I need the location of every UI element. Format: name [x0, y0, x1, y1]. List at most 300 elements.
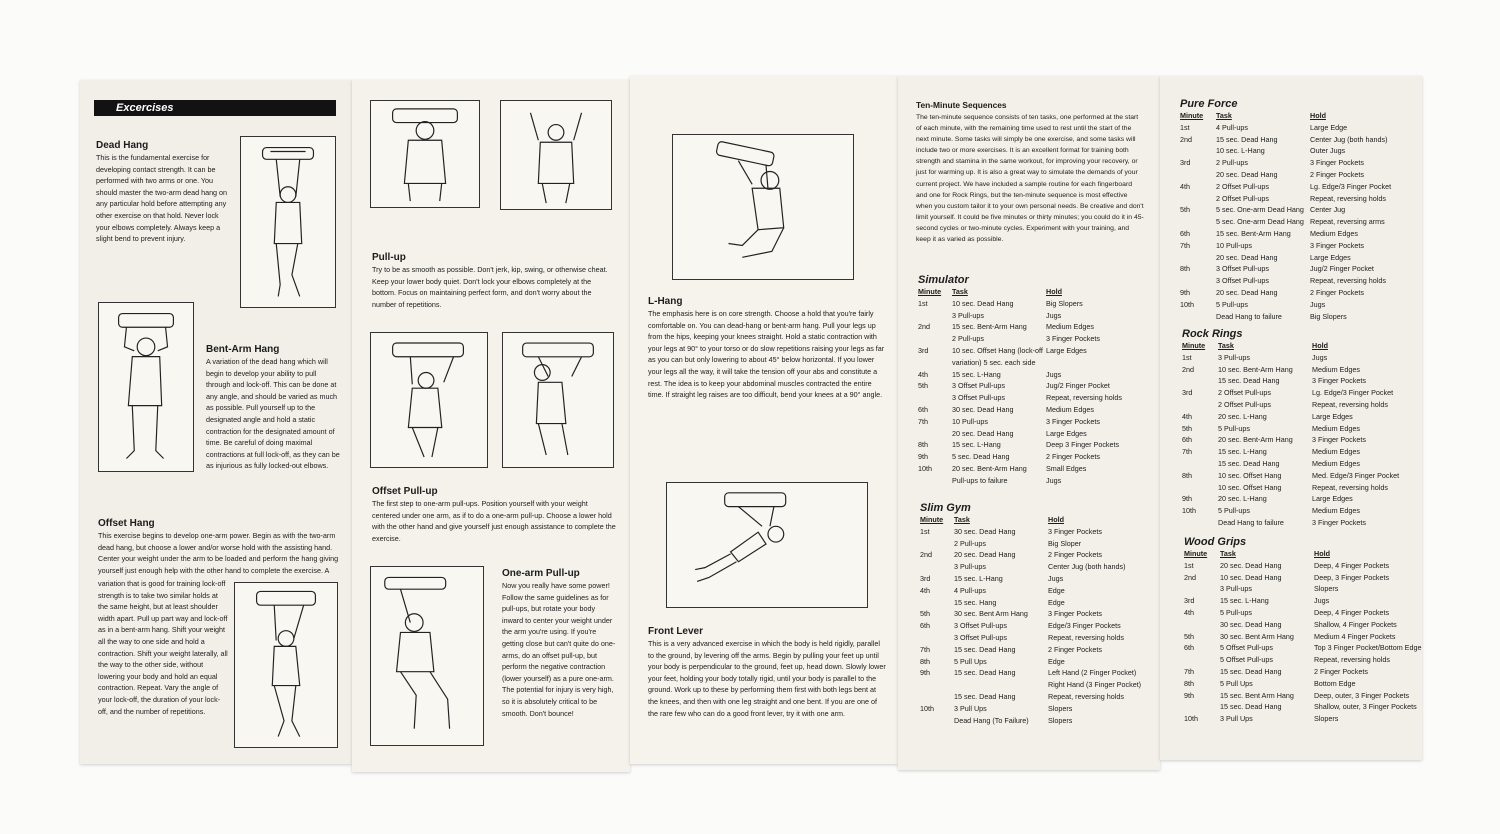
minute-cell: [918, 357, 952, 369]
hold-cell: Edge/3 Finger Pockets: [1048, 621, 1121, 631]
one-arm-pull-up-title: One-arm Pull-up: [502, 568, 580, 579]
table-row: [918, 463, 1122, 475]
minute-cell: 7th: [1182, 447, 1192, 457]
hold-cell: 3 Finger Pockets: [1310, 158, 1364, 168]
front-lever-illustration: [666, 482, 868, 608]
task-cell: 3 Pull-ups: [1220, 584, 1252, 594]
col-hold: Hold: [1312, 341, 1328, 350]
table-row: [1180, 228, 1391, 240]
hold-cell: Edge: [1048, 656, 1065, 666]
hold-cell: Deep, 4 Finger Pockets: [1314, 560, 1390, 570]
table-row: [918, 369, 1122, 381]
minute-cell: 4th: [1182, 411, 1192, 421]
hold-cell: Lg. Edge/3 Finger Pocket: [1310, 181, 1392, 191]
minute-cell: [1180, 193, 1216, 205]
minute-cell: 7th: [920, 644, 930, 654]
table-row: [1182, 423, 1399, 435]
hold-cell: Lg. Edge/3 Finger Pocket: [1312, 388, 1394, 398]
l-hang-text: The emphasis here is on core strength. Choose a hold that you're fairly comfortable on. You can dead-hang or bent-arm hang. Pull your legs up from the hips, keeping your knees straight. Hold a static contraction with your legs at 90° to your torso or do slow repetitions raising your legs as far as you can but only lowering to about 45° below horizontal. If you lower your legs all the way, it will take the tension off your abs and constitute a rest. The idea is to keep your abdominal muscles contracted the entire time. If straight leg raises are too difficult, bend your knees at a 90° angle.: [648, 309, 885, 400]
table-row: [1184, 595, 1421, 607]
table-row: [1180, 216, 1391, 228]
table-row: [1184, 572, 1421, 584]
hold-cell: Large Edges: [1046, 345, 1087, 355]
task-cell: 3 Pull-ups: [954, 562, 986, 572]
pull-up-title: Pull-up: [372, 252, 406, 263]
table-row: [920, 573, 1141, 585]
table-row: [918, 416, 1122, 428]
task-cell: 5 sec. One-arm Dead Hang: [1216, 217, 1304, 227]
table-row: [1184, 666, 1421, 678]
minute-cell: 8th: [918, 440, 928, 450]
minute-cell: 10th: [918, 463, 932, 473]
table-row: [1182, 364, 1399, 376]
hold-cell: Jugs: [1310, 299, 1326, 309]
minute-cell: 9th: [1182, 494, 1192, 504]
table-row: [918, 439, 1122, 451]
task-cell: 5 Pull Ups: [1220, 678, 1253, 688]
bent-arm-hang-text: A variation of the dead hang which will begin to develop your ability to pull through and lock-off. This can be done at any angle, and should be varied as much as possible. Pull yourself up to the designated angle and hold a static contraction for the designated amount of time. Be careful of doing maximal contractions at full lock-off, as they can be as injurious as fully locked-out elbows.: [206, 357, 340, 471]
minute-cell: 5th: [1182, 423, 1192, 433]
task-cell: 20 sec. Bent-Arm Hang: [1218, 435, 1293, 445]
minute-cell: [1184, 701, 1220, 713]
l-hang-illustration: [672, 134, 854, 280]
minute-cell: 1st: [1184, 560, 1194, 570]
table-row: [1180, 169, 1391, 181]
offset-hang-text-continued: variation that is good for training lock-off strength is to take two similar holds at the same height, but at least shoulder width apart. Pull up part way and lock-off as in a bent-arm hang. Shift your weight all the way to one side and hold a contraction. Shift your weight laterally, all the way to the other side, without lowering your body and hold an equal contraction. Repeat. Vary the angle of your lock-off, the duration of your lock-off, and the number of repetitions.: [98, 579, 228, 716]
minute-cell: 10th: [920, 703, 934, 713]
minute-cell: [1180, 311, 1216, 323]
minute-cell: 6th: [920, 621, 930, 631]
table-row: [918, 333, 1122, 345]
task-cell: Pull-ups to failure: [952, 475, 1008, 485]
task-cell: 20 sec. Dead Hang: [1220, 560, 1282, 570]
l-hang-title: L-Hang: [648, 296, 683, 307]
table-row: [1182, 446, 1399, 458]
task-cell: Dead Hang (To Failure): [954, 715, 1029, 725]
task-cell: 15 sec. Dead Hang: [1216, 134, 1278, 144]
hold-cell: 3 Finger Pockets: [1312, 376, 1366, 386]
task-cell: 15 sec. Dead Hang: [1220, 666, 1282, 676]
table-row: [1184, 607, 1421, 619]
table-row: [1180, 275, 1391, 287]
minute-cell: 2nd: [1184, 572, 1196, 582]
minute-cell: 8th: [1182, 470, 1192, 480]
task-cell: 5 Offset Pull-ups: [1220, 643, 1274, 653]
offset-hang-illustration: [234, 582, 338, 748]
simulator-table: [918, 286, 1122, 487]
table-row: [1184, 701, 1421, 713]
table-row: [920, 549, 1141, 561]
task-cell: 20 sec. Dead Hang: [952, 428, 1014, 438]
minute-cell: [1184, 619, 1220, 631]
table-row: [1180, 252, 1391, 264]
table-row: [920, 715, 1141, 727]
minute-cell: 2nd: [918, 322, 930, 332]
minute-cell: 5th: [1184, 631, 1194, 641]
minute-cell: 4th: [1180, 181, 1190, 191]
table-row: [920, 526, 1141, 538]
table-row: [1180, 193, 1391, 205]
table-row: [1180, 263, 1391, 275]
table-row: [1182, 387, 1399, 399]
minute-cell: 7th: [1180, 240, 1190, 250]
task-cell: 10 sec. Dead Hang: [952, 298, 1014, 308]
hold-cell: Outer Jugs: [1310, 146, 1346, 156]
minute-cell: [920, 632, 954, 644]
hold-cell: Med. Edge/3 Finger Pocket: [1312, 470, 1400, 480]
hold-cell: Top 3 Finger Pocket/Bottom Edge: [1314, 643, 1422, 653]
table-row: [920, 679, 1141, 691]
dead-hang-title: Dead Hang: [96, 140, 149, 151]
hold-cell: Shallow, 4 Finger Pockets: [1314, 619, 1397, 629]
task-cell: 5 Pull-ups: [1216, 299, 1248, 309]
table-row: [1184, 713, 1421, 725]
hold-cell: Repeat, reversing holds: [1310, 276, 1386, 286]
task-cell: 15 sec. Dead Hang: [954, 668, 1016, 678]
minute-cell: [1182, 399, 1218, 411]
hold-cell: Deep, outer, 3 Finger Pockets: [1314, 690, 1410, 700]
one-arm-pull-up-illustration: [370, 566, 484, 746]
task-cell: 5 sec. Dead Hang: [952, 452, 1010, 462]
hold-cell: Big Sloper: [1048, 538, 1082, 548]
minute-cell: [918, 428, 952, 440]
table-row: [1184, 678, 1421, 690]
task-cell: Dead Hang to failure: [1218, 517, 1284, 527]
minute-cell: [920, 679, 954, 691]
task-cell: 2 Pull-ups: [1216, 158, 1248, 168]
task-cell: 15 sec. Dead Hang: [954, 644, 1016, 654]
table-row: [1182, 375, 1399, 387]
bent-arm-hang-illustration: [98, 302, 194, 472]
minute-cell: [1182, 458, 1218, 470]
task-cell: 5 Pull-ups: [1218, 423, 1250, 433]
offset-pull-up-text: The first step to one-arm pull-ups. Position yourself with your weight centered under one arm, as if to do a one-arm pull-up. Choose a lower hold with the other hand and give yourself just enough assistance to complete the exercise.: [372, 499, 616, 543]
hold-cell: Edge: [1048, 597, 1065, 607]
panel-exercises-3: [630, 76, 898, 764]
table-row: [918, 451, 1122, 463]
task-cell: 15 sec. Bent-Arm Hang: [952, 322, 1027, 332]
table-row: [920, 597, 1141, 609]
rock-rings-title: Rock Rings: [1182, 328, 1243, 340]
hold-cell: Jugs: [1314, 596, 1330, 606]
col-minute: Minute: [1182, 341, 1206, 350]
offset-hang-text: This exercise begins to develop one-arm power. Begin as with the two-arm dead hang, but choose a lower and/or worse hold with the assisting hand. Center your weight under the arm to be loaded and perform the hang giving yourself just enough help with the other hand to complete the exercise. A: [98, 531, 339, 575]
task-cell: 15 sec. L-Hang: [952, 369, 1001, 379]
table-row: [1184, 690, 1421, 702]
col-task: Task: [1216, 111, 1232, 120]
minute-cell: 3rd: [920, 573, 931, 583]
task-cell: [954, 679, 1048, 691]
table-row: [920, 703, 1141, 715]
table-row: [920, 632, 1141, 644]
hold-cell: Repeat, reversing holds: [1310, 193, 1386, 203]
hold-cell: Medium 4 Finger Pockets: [1314, 631, 1396, 641]
table-row: [918, 310, 1122, 322]
minute-cell: 4th: [920, 585, 930, 595]
table-row: [1184, 631, 1421, 643]
task-cell: 5 Pull-ups: [1220, 607, 1252, 617]
minute-cell: [920, 538, 954, 550]
table-row: [920, 644, 1141, 656]
task-cell: 4 Pull-ups: [954, 585, 986, 595]
table-row: [920, 585, 1141, 597]
task-cell: 10 sec. Offset Hang (lock-off: [952, 345, 1043, 355]
table-row: [1182, 399, 1399, 411]
task-cell: 5 Offset Pull-ups: [1220, 655, 1274, 665]
task-cell: 10 Pull-ups: [1216, 240, 1252, 250]
front-lever-text: This is a very advanced exercise in which the body is held rigidly, parallel to the ground, by levering off the arms. Begin by pulling your feet up until your body is perpendicular to the ground, feet up, head down. Slowly lower your feet, holding your body totally rigid, until your body is parallel to the ground. Work up to these by performing them first with both legs bent at the knees, and then with one leg straight and one bent. If you are one of the rare few who can do a good front lever, try it with one arm.: [648, 639, 886, 718]
col-hold: Hold: [1046, 287, 1062, 296]
task-cell: 20 sec. Dead Hang: [1216, 287, 1278, 297]
col-minute: Minute: [920, 515, 944, 524]
table-row: [918, 298, 1122, 310]
task-cell: 15 sec. Bent Arm Hang: [1220, 690, 1294, 700]
minute-cell: 7th: [1184, 666, 1194, 676]
hold-cell: Jug/2 Finger Pocket: [1310, 264, 1374, 274]
minute-cell: 1st: [918, 298, 928, 308]
minute-cell: 6th: [1184, 643, 1194, 653]
hold-cell: 2 Finger Pockets: [1314, 666, 1368, 676]
task-cell: 3 Pull Ups: [954, 703, 987, 713]
pull-up-illustration-2: [500, 100, 612, 210]
hold-cell: Repeat, reversing holds: [1046, 393, 1122, 403]
hold-cell: Large Edges: [1312, 494, 1353, 504]
hold-cell: Jugs: [1046, 475, 1062, 485]
task-cell: 3 Offset Pull-ups: [1216, 264, 1270, 274]
hold-cell: Bottom Edge: [1314, 678, 1356, 688]
table-row: [918, 475, 1122, 487]
task-cell: 30 sec. Dead Hang: [1220, 619, 1282, 629]
col-minute: Minute: [1184, 549, 1208, 558]
hold-cell: 3 Finger Pockets: [1048, 526, 1102, 536]
table-row: [920, 561, 1141, 573]
ten-minute-text: The ten-minute sequence consists of ten tasks, one performed at the start of each minute, with the remaining time used to rest until the start of the next minute. Some tasks will simply be one exercise, and some tasks will include two or more exercises. It is an excellent format for training both strength and stamina in the same workout, for improving your recovery, or just for warming up. It is also a great way to simulate the demands of your current project. We have included a sample routine for each fingerboard and one for Rock Rings, but the ten-minute sequence is most effective when you custom tailor it to your own personal needs. Be creative and don't limit yourself. It could be five minutes or thirty minutes; you could do it in 45-second cycles or two-minute cycles. Experiment with your training, and keep it as varied as possible.: [916, 114, 1144, 244]
task-cell: 30 sec. Bent Arm Hang: [954, 609, 1028, 619]
hold-cell: Repeat, reversing holds: [1312, 399, 1388, 409]
hold-cell: 2 Finger Pockets: [1310, 169, 1364, 179]
table-row: [920, 656, 1141, 668]
dead-hang-text: This is the fundamental exercise for developing contact strength. It can be performed with two arms or one. You should master the two-arm dead hang on any particular hold before attempting any other exercise on that hold. Never lock your elbows completely. Always keep a slight bend to prevent injury.: [96, 153, 228, 244]
simulator-title: Simulator: [918, 274, 969, 286]
minute-cell: [1184, 583, 1220, 595]
hold-cell: Right Hand (3 Finger Pocket): [1048, 680, 1142, 690]
wood-grips-title: Wood Grips: [1184, 536, 1247, 548]
table-row: [920, 538, 1141, 550]
table-row: [1182, 411, 1399, 423]
minute-cell: 4th: [918, 369, 928, 379]
minute-cell: [1180, 145, 1216, 157]
hold-cell: 3 Finger Pockets: [1046, 416, 1100, 426]
table-row: [1180, 204, 1391, 216]
panel-exercises-2: [352, 80, 630, 772]
hold-cell: 3 Finger Pockets: [1312, 517, 1366, 527]
hold-cell: Slopers: [1314, 584, 1339, 594]
bent-arm-hang-title: Bent-Arm Hang: [206, 344, 280, 355]
hold-cell: Big Slopers: [1310, 311, 1347, 321]
task-cell: 15 sec. Dead Hang: [954, 691, 1016, 701]
task-cell: 20 sec. Dead Hang: [1216, 169, 1278, 179]
table-row: [1180, 299, 1391, 311]
hold-cell: Small Edges: [1046, 463, 1087, 473]
hold-cell: Shallow, outer, 3 Finger Pockets: [1314, 702, 1417, 712]
table-row: [920, 667, 1141, 679]
task-cell: 3 Pull-ups: [952, 310, 984, 320]
minute-cell: [918, 310, 952, 322]
hold-cell: Slopers: [1048, 703, 1073, 713]
hold-cell: 3 Finger Pockets: [1310, 240, 1364, 250]
table-row: [1182, 505, 1399, 517]
minute-cell: [920, 561, 954, 573]
table-row: [1180, 134, 1391, 146]
minute-cell: 1st: [1180, 122, 1190, 132]
minute-cell: 10th: [1184, 714, 1198, 724]
hold-cell: Edge: [1048, 585, 1065, 595]
hold-cell: Jugs: [1048, 573, 1064, 583]
minute-cell: 7th: [918, 416, 928, 426]
minute-cell: [920, 715, 954, 727]
hold-cell: [1046, 357, 1122, 369]
task-cell: Dead Hang to failure: [1216, 311, 1282, 321]
task-cell: 10 sec. Offset Hang: [1218, 470, 1282, 480]
pull-up-illustration-1: [370, 100, 480, 208]
minute-cell: 2nd: [1182, 364, 1194, 374]
task-cell: 15 sec. L-Hang: [1220, 596, 1269, 606]
table-row: [920, 608, 1141, 620]
minute-cell: 9th: [920, 668, 930, 678]
hold-cell: Medium Edges: [1046, 404, 1094, 414]
rock-rings-table: [1182, 340, 1399, 529]
task-cell: 30 sec. Dead Hang: [952, 404, 1014, 414]
task-cell: 3 Offset Pull-ups: [952, 393, 1006, 403]
hold-cell: Medium Edges: [1046, 322, 1094, 332]
hold-cell: Jugs: [1046, 369, 1062, 379]
col-task: Task: [1218, 341, 1234, 350]
task-cell: 3 Pull-ups: [1218, 352, 1250, 362]
table-row: [1184, 654, 1421, 666]
slim-gym-title: Slim Gym: [920, 502, 971, 514]
hold-cell: Center Jug (both hands): [1048, 562, 1126, 572]
task-cell: 10 sec. Offset Hang: [1218, 482, 1282, 492]
hold-cell: 2 Finger Pockets: [1048, 550, 1102, 560]
hold-cell: Large Edge: [1310, 122, 1348, 132]
hold-cell: 2 Finger Pockets: [1310, 287, 1364, 297]
table-row: [1184, 642, 1421, 654]
minute-cell: 8th: [920, 656, 930, 666]
col-hold: Hold: [1310, 111, 1326, 120]
minute-cell: 3rd: [1182, 388, 1193, 398]
hold-cell: Medium Edges: [1312, 506, 1360, 516]
minute-cell: [1180, 275, 1216, 287]
hold-cell: Deep, 4 Finger Pockets: [1314, 607, 1390, 617]
task-cell: 2 Pull-ups: [952, 334, 984, 344]
hold-cell: Repeat, reversing arms: [1310, 217, 1385, 227]
table-row: [1180, 122, 1391, 134]
offset-pull-up-illustration-2: [502, 332, 614, 468]
hold-cell: Slopers: [1048, 715, 1073, 725]
task-cell: 15 sec. L-Hang: [952, 440, 1001, 450]
task-cell: 5 Pull-ups: [1218, 506, 1250, 516]
minute-cell: 9th: [1180, 287, 1190, 297]
panel-ten-minute-sequences: [898, 76, 1160, 770]
task-cell: 2 Offset Pull-ups: [1218, 399, 1272, 409]
offset-hang-text-top: [98, 530, 344, 578]
col-hold: Hold: [1048, 515, 1064, 524]
minute-cell: 5th: [1180, 205, 1190, 215]
task-cell: 15 sec. Bent-Arm Hang: [1216, 228, 1291, 238]
minute-cell: 10th: [1182, 506, 1196, 516]
task-cell: 10 Pull-ups: [952, 416, 988, 426]
task-cell: 20 sec. Dead Hang: [954, 550, 1016, 560]
minute-cell: [920, 597, 954, 609]
col-task: Task: [954, 515, 970, 524]
minute-cell: [1180, 169, 1216, 181]
task-cell: 2 Offset Pull-ups: [1216, 181, 1270, 191]
minute-cell: 3rd: [1180, 158, 1191, 168]
minute-cell: [1184, 654, 1220, 666]
task-cell: 20 sec. Bent-Arm Hang: [952, 463, 1027, 473]
task-cell: variation) 5 sec. each side: [952, 357, 1036, 367]
table-row: [920, 620, 1141, 632]
table-row: [1180, 240, 1391, 252]
hold-cell: Large Edges: [1046, 428, 1087, 438]
col-task: Task: [952, 287, 968, 296]
one-arm-pull-up-text: Now you really have some power! Follow the same guidelines as for pull-ups, but rotate your body inward to center your weight under the arm you're using. If you're getting close but can't quite do one-arms, do an offset pull-up, but perform the negative contraction (lower yourself) as a pure one-arm. The potential for injury is very high, so it is absolutely critical to be smooth. Don't bounce!: [502, 581, 616, 718]
minute-cell: 5th: [920, 609, 930, 619]
table-row: [1180, 311, 1391, 323]
minute-cell: 3rd: [1184, 596, 1195, 606]
hold-cell: Large Edges: [1310, 252, 1351, 262]
task-cell: 3 Offset Pull-ups: [1216, 276, 1270, 286]
table-row: [1182, 434, 1399, 446]
hold-cell: Repeat, reversing holds: [1312, 482, 1388, 492]
hold-cell: Jugs: [1312, 352, 1328, 362]
task-cell: 15 sec. Hang: [954, 597, 997, 607]
hold-cell: Deep 3 Finger Pockets: [1046, 440, 1120, 450]
col-minute: Minute: [918, 287, 942, 296]
table-row: [1184, 583, 1421, 595]
minute-cell: [918, 475, 952, 487]
minute-cell: 1st: [920, 526, 930, 536]
minute-cell: 9th: [1184, 690, 1194, 700]
minute-cell: [1182, 375, 1218, 387]
table-row: [918, 380, 1122, 392]
hold-cell: Left Hand (2 Finger Pocket): [1048, 668, 1137, 678]
minute-cell: [918, 392, 952, 404]
hold-cell: Repeat, reversing holds: [1314, 655, 1390, 665]
hold-cell: 2 Finger Pockets: [1046, 452, 1100, 462]
minute-cell: [1180, 252, 1216, 264]
hold-cell: Big Slopers: [1046, 298, 1083, 308]
task-cell: 10 sec. L-Hang: [1216, 146, 1265, 156]
minute-cell: 8th: [1184, 678, 1194, 688]
col-minute: Minute: [1180, 111, 1204, 120]
minute-cell: 8th: [1180, 264, 1190, 274]
offset-pull-up-title: Offset Pull-up: [372, 486, 438, 497]
task-cell: 10 sec. Dead Hang: [1220, 572, 1282, 582]
task-cell: 5 sec. One-arm Dead Hang: [1216, 205, 1304, 215]
hold-cell: Medium Edges: [1312, 423, 1360, 433]
minute-cell: 5th: [918, 381, 928, 391]
table-row: [918, 404, 1122, 416]
minute-cell: 9th: [918, 452, 928, 462]
ten-minute-title: Ten-Minute Sequences: [916, 100, 1007, 110]
table-row: [1182, 482, 1399, 494]
task-cell: 4 Pull-ups: [1216, 122, 1248, 132]
task-cell: 20 sec. Dead Hang: [1216, 252, 1278, 262]
minute-cell: 10th: [1180, 299, 1194, 309]
offset-pull-up-illustration-1: [370, 332, 488, 468]
hold-cell: Jug/2 Finger Pocket: [1046, 381, 1110, 391]
